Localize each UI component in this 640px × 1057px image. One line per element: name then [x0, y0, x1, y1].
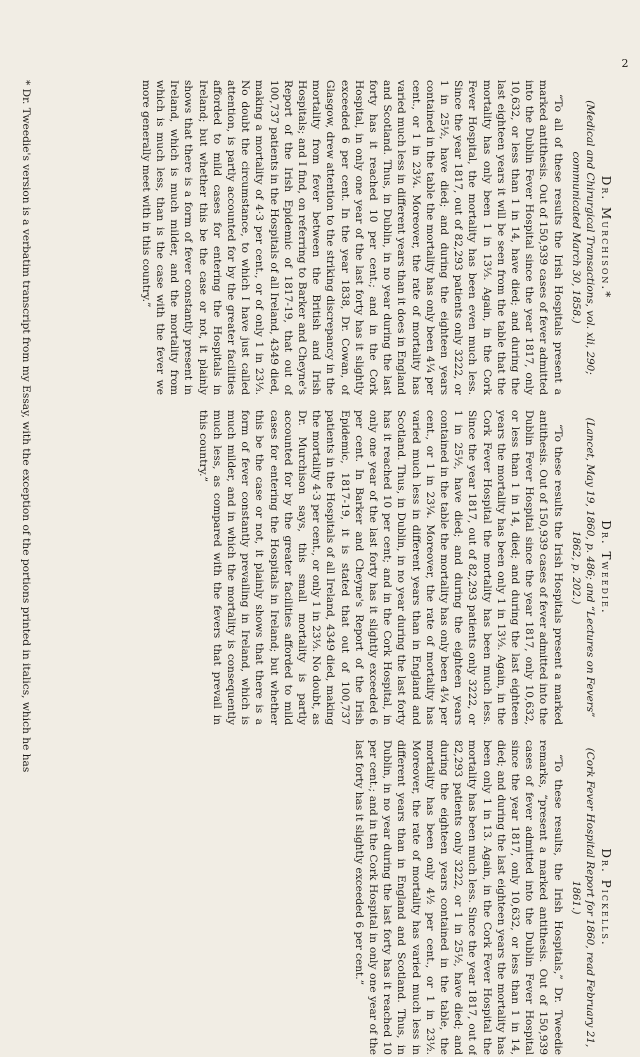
column-heading: Dr. Pickells.	[599, 848, 613, 947]
column-source: (Lancet, May 19, 1860, p. 486; and “Lectures on Fevers” 1862, p. 202.)	[570, 417, 596, 718]
column-murchison	[68, 80, 613, 395]
column-heading: Dr. Tweedie.	[599, 520, 613, 615]
footnote: * Dr. Tweedie's version is a verbatim transcript from my Essay, with the exception of the portions printed in italics, which he has	[20, 80, 32, 773]
column-heading: Dr. Murchison.*	[599, 175, 613, 300]
column-text: “To all of these results the Irish Hospitals present a marked antithesis. Out of 150,939 cases of fever admitted into the Dublin Fever Hospital since the year 1817, only 10,632, or less than 1 in 14, have died; and during the last eighteen years it will be seen from the table that the mortality has only been 1 in 13⅓. Again, in the Cork Fever Hospital, the mortality has been even much less. Since the year 1817, out of 82,293 patients only 3222, or 1 in 25½, have died; and during the eighteen years contained in the table the mortality has only been 4¼ per cent., or 1 in 23¼. Moreover, the rate of mortality has varied much less in different years than it does in England and Scotland. Thus, in Dublin, in no year during the last forty has it reached 10 per cent.; and in the Cork Hospital, in only one year of the last forty has it slightly exceeded 6 per cent. In the year 1838, Dr. Cowan, of Glasgow, drew attention to the striking discrepancy in the mortality from fever between the British and Irish Hospitals; and I find, on referring to Barker and Cheyne's Report of the Irish Epidemic of 1817-19, that out of 100,737 patients in the Hospitals of all Ireland, 4349 died, making a mortality of 4·3 per cent., or of only 1 in 23⅓. No doubt the circumstance, to which I have just called attention, is partly accounted for by the greater facilities afforded to mild cases for entering the Hospitals in Ireland; but whether this be the case or not, it plainly shows that there is a form of fever constantly present in Ireland, which is much milder, and the mortality from which is much less, than is the case with the fever we more generally meet with in this country.”	[139, 80, 564, 395]
column-source: (Medical and Chirurgical Transactions, vol. xli, 290; communicated March 30, 1858.)	[570, 100, 596, 375]
column-text: “To these results, the Irish Hospitals,” Dr. Tweedie remarks, “present a marked antithesis. Out of 150,939 cases of fever admitted into the Dublin Fever Hospital since the year 1817, only 10,632, or less than 1 in 14, died; and during the last eighteen years the mortality has been only 1 in 13. Again, in the Cork Fever Hospital the mortality has been much less. Since the year 1817, out of 82,293 patients only 3222, or 1 in 25½, have died; and during the eighteen years contained in the table, the mortality has been only 4½ per cent., or 1 in 23½. Moreover, the rate of mortality has varied much less in different years than in England and Scotland. Thus, in Dublin, in no year during the last forty has it reached 10 per cent.; and in the Cork Hospital in only one year of the last forty has it slightly exceeded 6 per cent.”	[352, 740, 564, 1055]
column-tweedie	[68, 410, 613, 725]
column-pickells	[68, 740, 613, 1055]
column-source: (Cork Fever Hospital Report for 1860, read February 21, 1861.)	[570, 747, 596, 1048]
page-number: 2	[621, 57, 629, 70]
column-text: “To these results the Irish Hospitals present a marked antithesis. Out of 150,939 cases of fever admitted into the Dublin Fever Hospital since the year 1817, only 10,632, or less than 1 in 14, died; and during the last eighteen years the mortality has been only 1 in 13⅓. Again, in the Cork Fever Hospital the mortality has been much less. Since the year 1817, out of 82,293 patients only 3222, or 1 in 25½, have died; and during the eighteen years contained in the table the mortality has only been 4¼ per cent., or 1 in 23¼. Moreover, the rate of mortality has varied much less in different years than in England and Scotland. Thus, in Dublin, in no year during the last forty has it reached 10 per cent; and in the Cork Hospital, in only one year of the last forty has it slightly exceeded 6 per cent. In Barker and Cheyne's Report of the Irish Epidemic, 1817-19, it is stated that out of 100,737 patients in the Hospitals of all Ireland, 4349 died, making the mortality 4·3 per cent., or only 1 in 23⅓. No doubt, as Dr. Murchison says, this small mortality is partly accounted for by the greater facilities afforded to mild cases for entering the Hospitals in Ireland; but whether this be the case or not, it plainly shows that there is a form of fever constantly prevailing in Ireland, which is much milder, and in which the mortality is consequently much less, as compared with the fevers that prevail in this country.”	[196, 410, 564, 725]
rotated-page-content	[8, 80, 613, 1055]
